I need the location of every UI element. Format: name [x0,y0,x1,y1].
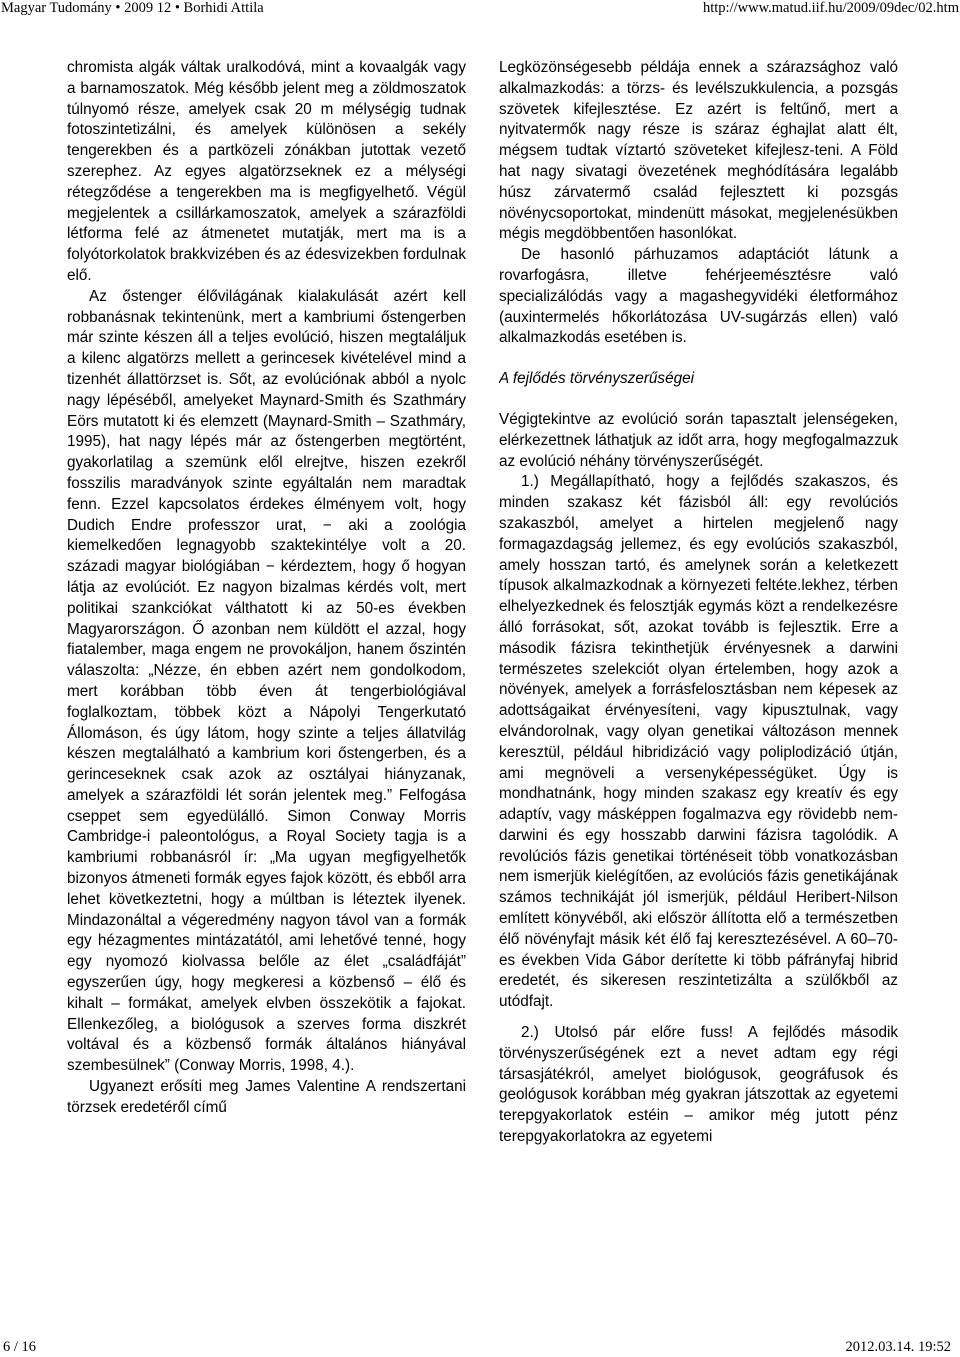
section-heading: A fejlődés törvényszerűségei [499,370,694,388]
print-timestamp: 2012.03.14. 19:52 [845,1339,951,1355]
paragraph: Ugyanezt erősíti meg James Valentine A rendszertani törzsek eredetéről című [67,1078,466,1116]
page-footer [0,1337,960,1355]
header-url[interactable]: http://www.matud.iif.hu/2009/09dec/02.htm [702,0,959,16]
paragraph: Végigtekintve az evolúció során tapasztalt jelenségeken, elérkezettnek láthatjuk az időt arra, hogy megfogalmazzuk az evolúció néhány törvényszerűségét. [499,410,898,470]
paragraph: Legközönségesebb példája ennek a szárazsághoz való alkalmazkodás: a törzs- és levélszukkulencia, a pozsgás szövetek kifejlesztése. Ez azért is feltűnő, mert a nyitvatermők nagy része is száraz éghajlat alatt élt, mégsem tudtak víztartó szöveteket kifejlesz-teni. A Föld hat nagy sivatagi övezetének meghódítására legalább húsz zárvatermő család fejlesztett ki pozsgás növénycsoportokat, mindenütt másokat, megjelenésükben mégis megdöbbentően hasonlókat. [499,59,898,243]
page-header [0,0,960,18]
left-column [67,58,466,1306]
header-source: Magyar Tudomány • 2009 12 • Borhidi Attila [1,0,264,16]
page-number: 6 / 16 [3,1339,37,1355]
paragraph: Az őstenger élővilágának kialakulását azért kell robbanásnak tekintenünk, mert a kambriumi őstengerben már szinte készen áll a teljes evolúció, hiszen megtaláljuk a kilenc algatörzs mellett a gerincesek kivételével mind a tizenhét állattörzset is. Sőt, az evolúciónak abból a nyolc nagy lépéséből, amelyeket Maynard-Smith és Szathmáry Eörs mutatott ki és elemzett (Maynard-Smith – Szathmáry, 1995), hat nagy lépés már az őstengerben megtörtént, gyakorlatilag a szemünk elől elrejtve, hiszen ezekről fosszilis maradványok szinte egyáltalán nem maradtak fenn. Ezzel kapcsolatos érdekes élményem volt, hogy Dudich Endre professzor urat, − aki a zoológia kiemelkedően legnagyobb szaktekintélye volt a 20. századi magyar biológiában − kérdeztem, hogy ő hogyan látja az evolúciót. Ez nagyon bizalmas kérdés volt, mert politikai szankciókat válthatott ki az 50-es években Magyarországon. Ő azonban nem küldött el azzal, hogy fiatalember, maga engem ne provokáljon, hanem őszintén válaszolta: „Nézze, én ebben azért nem gondolkodom, mert korábban több éven át tengerbiológiával foglalkoztam, többek közt a Nápolyi Tengerkutató Állomáson, és úgy látom, hogy szinte a teljes állatvilág készen megtalálható a kambrium kori őstengerben, és a gerinceseknek csak azok az osztályai hiányzanak, amelyek a szárazföldi lét során jelentek meg.” Felfogása cseppet sem egyedülálló. Simon Conway Morris Cambridge-i paleontológus, a Royal Society tagja is a kambriumi robbanásról ír: „Ma ugyan megfigyelhetők bizonyos átmeneti formák egyes fajok között, és ebből arra lehet következtetni, hogy a múltban is léteztek ilyenek. Mindazonáltal a végeredmény nagyon távol van a formák egy hézagmentes mintázatától, ami lehetővé tenné, hogy egy nyomozó kiolvassa belőle az élet „családfáját” egyszerűen úgy, hogy megkeresi a közbenső – élő és kihalt – formákat, amelyek elvben összekötik a fajokat. Ellenkezőleg, a biológusok a szerves forma diszkrét voltával és a közbenső formák általános hiányával szembesülnek” (Conway Morris, 1998, 4.). [67,287,466,1075]
paragraph: 1.) Megállapítható, hogy a fejlődés szakaszos, és minden szakasz két fázisból áll: egy revolúciós szakaszból, amelyet a hirtelen megjelenő nagy formagazdagság jellemez, és egy evolúciós szakaszból, amely hosszan tartó, és amelynek során a keletkezett típusok alkalmazkodnak a környezeti feltéte.lekhez, térben elhelyezkednek és felosztják egymás közt a rendelkezésre álló forrásokat, sőt, azokat tovább is fejlesztik. Erre a második fázisra tekinthetjük érvényesnek a darwini természetes szelekciót olyan értelemben, hogy azok a növények, amelyek a forrásfelosztásban nem képesek az adottságaikat érvényesíteni, vagy kipusztulnak, vagy elvándorolnak, vagy olyan genetikai változáson mennek keresztül, például hibridizáció vagy poliplodizáció útján, ami megnöveli a versenyképességüket. Úgy is mondhatnánk, hogy minden szakasz egy kreatív és egy adaptív, vagy másképpen fogalmazva egy rövidebb nem-darwini és egy hosszabb darwini fázisra tagolódik. A revolúciós fázis genetikai történéseit több vonatkozásban nem ismerjük kielégítően, az evolúciós fázis genetikájának számos technikáját jól ismerjük, például Heribert-Nilson említett könyvéből, aki először állította elő a természetben élő növényfajt másik két élő faj keresztezésével. A 60–70-es években Vida Gábor derítette ki több páfrányfaj hibrid eredetét, és sikeresen reszintetizálta a szülőkből az utódfajt. [499,473,898,1011]
right-column [499,58,898,1306]
paragraph: 2.) Utolsó pár előre fuss! A fejlődés második törvényszerűségének ezt a nevet adtam egy régi társasjátékról, amelyet biológusok, geográfusok és geológusok korábban még gyakran játszottak az egyetemi terepgyakorlatok estéin – amikor még jutott pénz terepgyakorlatokra az egyetemi [499,1024,898,1146]
paragraph: De hasonló párhuzamos adaptációt látunk a rovarfogásra, illetve fehérjeemésztésre való specializálódás vagy a magashegyvidéki életformához (auxintermelés hőkorlátozása UV-sugárzás ellen) való alkalmazkodás esetében is. [499,246,898,347]
paragraph: chromista algák váltak uralkodóvá, mint a kovaalgák vagy a barnamoszatok. Még később jelent meg a zöldmoszatok túlnyomó része, amelyek csak 20 m mélységig tudnak fotoszintetizálni, és amelyek különösen a sekély tengerekben és a partközeli zónákban jutottak vezető szerephez. Az egyes algatörzseknek ez a mélységi rétegződése a tengerekben ma is megfigyelhető. Végül megjelentek a csillárkamoszatok, amelyek a szárazföldi létforma felé az átmenetet mutatják, mert ma is a folyótorkolatok brakkvizében és az édesvizekben fordulnak elő. [67,59,466,284]
